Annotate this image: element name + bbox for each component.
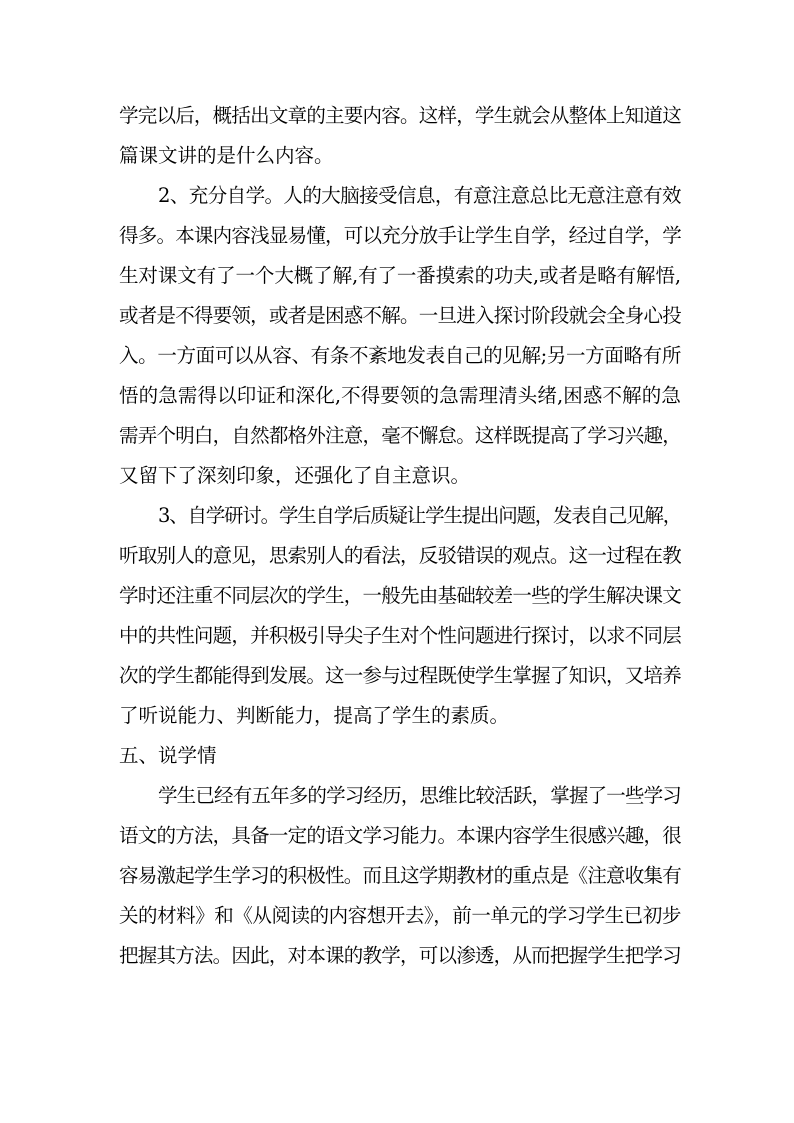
paragraph-line: 容易激起学生学习的积极性。而且这学期教材的重点是《注意收集有	[119, 864, 681, 887]
paragraph-line: 3、自学研讨。学生自学后质疑让学生提出问题，发表自己见解，	[158, 504, 681, 527]
paragraph-line: 生对课文有了一个大概了解,有了一番摸索的功夫,或者是略有解悟,	[119, 264, 681, 287]
paragraph-line: 次的学生都能得到发展。这一参与过程既使学生掌握了知识，又培养	[119, 664, 681, 687]
paragraph-line: 2、充分自学。人的大脑接受信息，有意注意总比无意注意有效	[158, 184, 681, 207]
paragraph-line: 或者是不得要领，或者是困惑不解。一旦进入探讨阶段就会全身心投	[119, 304, 681, 327]
paragraph-line: 又留下了深刻印象，还强化了自主意识。	[119, 464, 471, 487]
paragraph-line: 关的材料》和《从阅读的内容想开去》，前一单元的学习学生已初步	[119, 904, 681, 927]
paragraph-line: 得多。本课内容浅显易懂，可以充分放手让学生自学，经过自学，学	[119, 224, 681, 247]
paragraph-line: 了听说能力、判断能力，提高了学生的素质。	[119, 704, 510, 727]
paragraph-line: 听取别人的意见，思索别人的看法，反驳错误的观点。这一过程在教	[119, 544, 681, 567]
section-heading: 五、说学情	[119, 744, 217, 767]
paragraph-line: 把握其方法。因此，对本课的教学，可以渗透，从而把握学生把学习	[119, 944, 681, 967]
paragraph-line: 需弄个明白，自然都格外注意，毫不懈怠。这样既提高了学习兴趣，	[119, 424, 681, 447]
paragraph-line: 篇课文讲的是什么内容。	[119, 144, 334, 167]
paragraph-line: 中的共性问题，并积极引导尖子生对个性问题进行探讨，以求不同层	[119, 624, 681, 647]
paragraph-line: 语文的方法，具备一定的语文学习能力。本课内容学生很感兴趣，很	[119, 824, 681, 847]
paragraph-line: 学生已经有五年多的学习经历，思维比较活跃，掌握了一些学习	[158, 784, 681, 807]
paragraph-line: 悟的急需得以印证和深化,不得要领的急需理清头绪,困惑不解的急	[119, 384, 681, 407]
paragraph-line: 学完以后，概括出文章的主要内容。这样，学生就会从整体上知道这	[119, 104, 681, 127]
paragraph-line: 学时还注重不同层次的学生，一般先由基础较差一些的学生解决课文	[119, 584, 681, 607]
paragraph-line: 入。一方面可以从容、有条不紊地发表自己的见解;另一方面略有所	[119, 344, 681, 367]
